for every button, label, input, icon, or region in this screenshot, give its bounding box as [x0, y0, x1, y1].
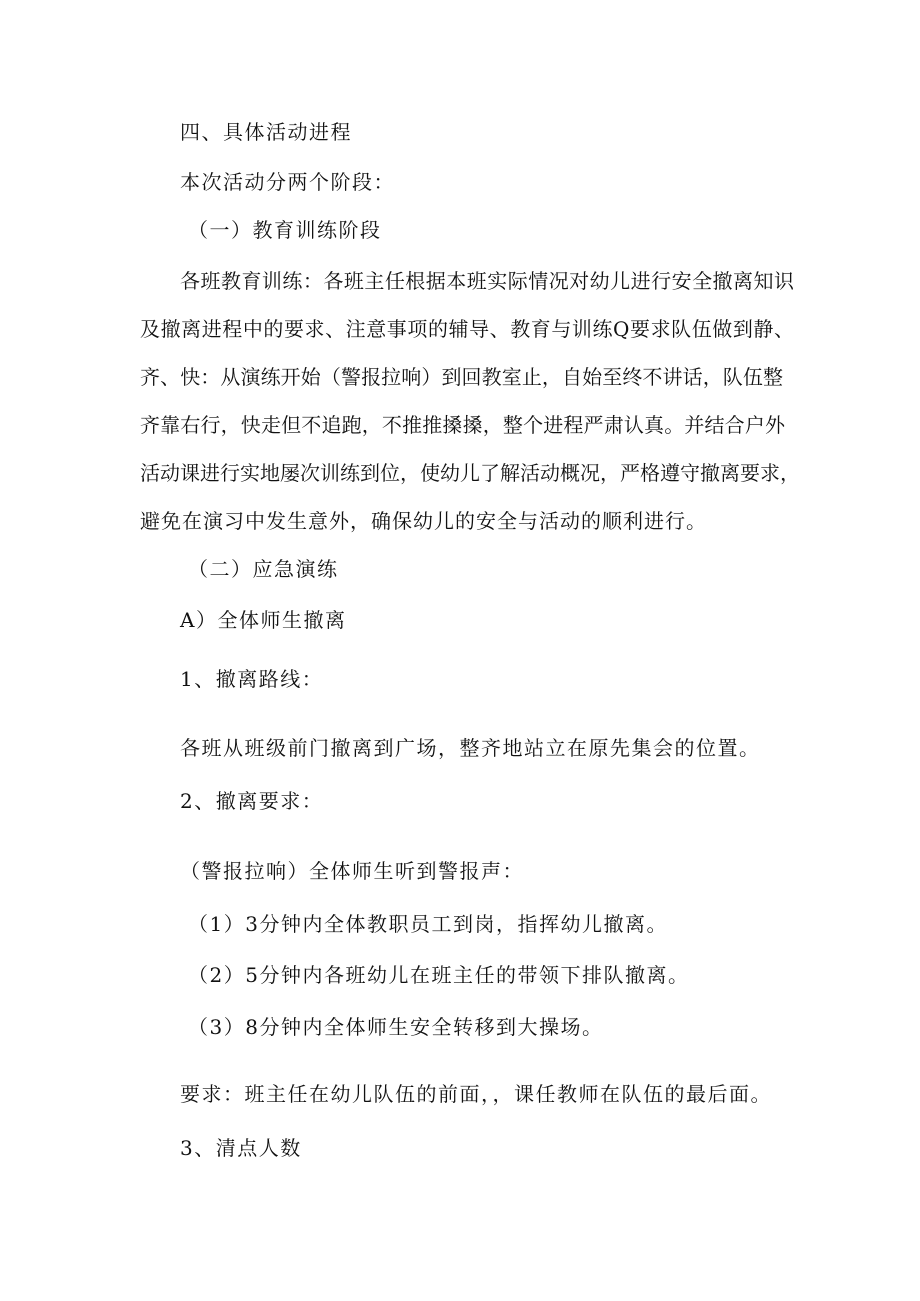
item2-intro: （警报拉响）全体师生听到警报声：	[180, 859, 524, 883]
requirement-text: 要求：班主任在幼儿队伍的前面，，课任教师在队伍的最后面。	[180, 1082, 772, 1106]
item1-text: 各班从班级前门撤离到广场，整齐地站立在原先集会的位置。	[180, 736, 761, 760]
step-3: （3）8分钟内全体师生安全转移到大操场。	[188, 1015, 604, 1039]
item1-title: 1、撤离路线：	[180, 667, 324, 691]
step-2: （2）5分钟内各班幼儿在班主任的带领下排队撤离。	[188, 963, 690, 987]
section-heading: 四、具体活动进程	[180, 120, 352, 144]
intro-text: 本次活动分两个阶段：	[180, 170, 395, 194]
paragraph-line-1: 各班教育训练：各班主任根据本班实际情况对幼儿进行安全撤离知识	[180, 269, 794, 293]
section2-title: （二）应急演练	[188, 557, 339, 581]
paragraph-line-4: 齐靠右行，快走但不追跑，不推推搡搡，整个进程严肃认真。并结合户外	[140, 413, 785, 437]
paragraph-line-2: 及撤离进程中的要求、注意事项的辅导、教育与训练Q要求队伍做到静、	[140, 317, 794, 341]
section2-subtitle: A）全体师生撤离	[180, 608, 347, 632]
paragraph-line-3: 齐、快：从演练开始（警报拉响）到回教室止，自始至终不讲话，队伍整	[140, 365, 783, 389]
paragraph-line-5: 活动课进行实地屡次训练到位，使幼儿了解活动概况，严格遵守撤离要求，	[140, 461, 800, 485]
item2-title: 2、撤离要求：	[180, 789, 324, 813]
item3-title: 3、清点人数	[180, 1136, 302, 1160]
step-1: （1）3分钟内全体教职员工到岗，指挥幼儿撤离。	[188, 912, 668, 936]
paragraph-line-6: 避免在演习中发生意外，确保幼儿的安全与活动的顺利进行。	[140, 509, 707, 533]
section1-title: （一）教育训练阶段	[188, 218, 382, 242]
